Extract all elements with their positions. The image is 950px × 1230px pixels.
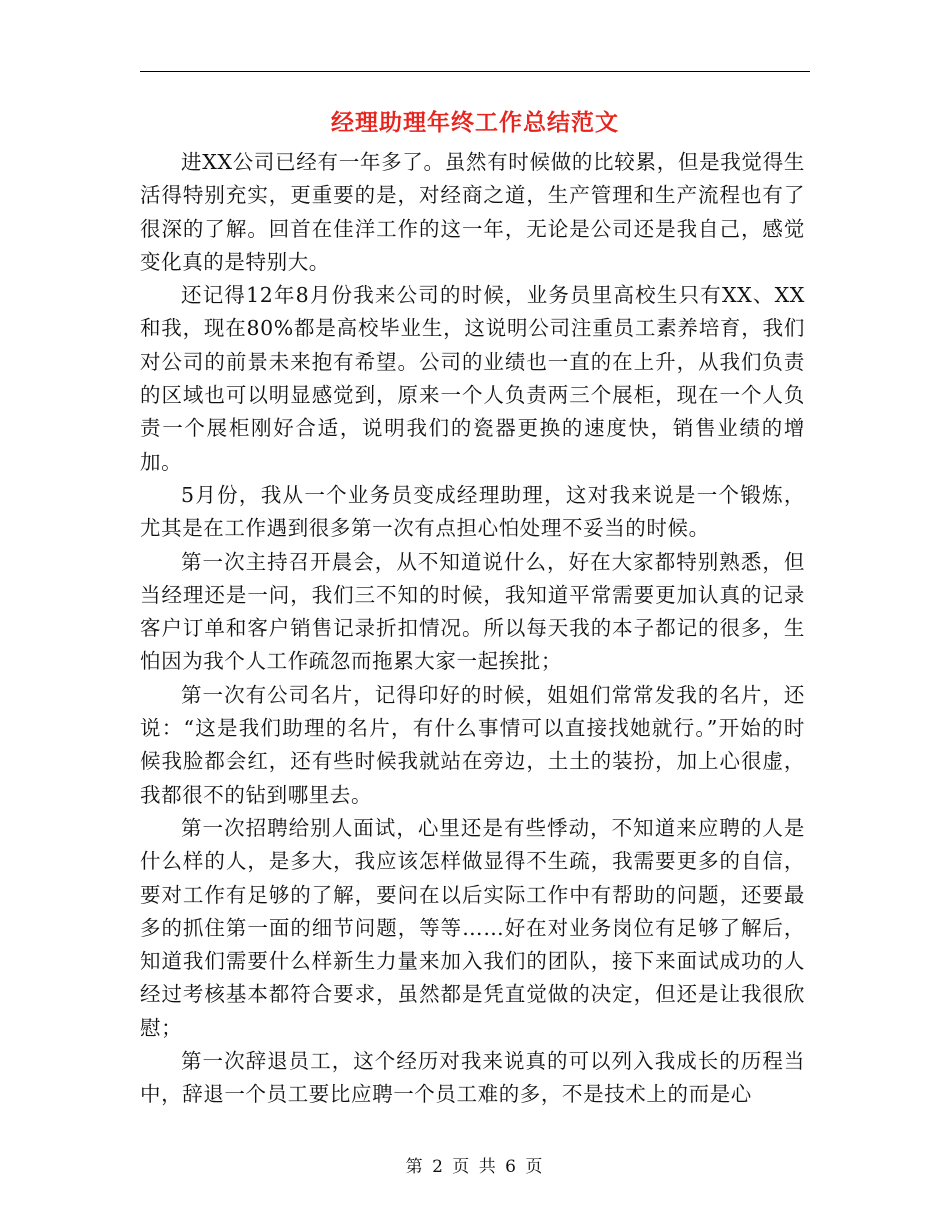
header-rule — [140, 71, 810, 72]
paragraph: 5月份，我从一个业务员变成经理助理，这对我来说是一个锻炼，尤其是在工作遇到很多第一次有点担心怕处理不妥当的时候。 — [140, 482, 805, 541]
paragraph: 进XX公司已经有一年多了。虽然有时候做的比较累，但是我觉得生活得特别充实，更重要的是，对经商之道，生产管理和生产流程也有了很深的了解。回首在佳洋工作的这一年，无论是公司还是我自己，感觉变化真的是特别大。 — [140, 150, 805, 274]
document-title: 经理助理年终工作总结范文 — [331, 109, 619, 136]
paragraph: 第一次主持召开晨会，从不知道说什么，好在大家都特别熟悉，但当经理还是一问，我们三不知的时候，我知道平常需要更加认真的记录客户订单和客户销售记录折扣情况。所以每天我的本子都记的很多，生怕因为我个人工作疏忽而拖累大家一起挨批； — [140, 549, 805, 674]
paragraph: 还记得12年8月份我来公司的时候，业务员里高校生只有XX、XX和我，现在80%都是高校毕业生，这说明公司注重员工素养培育，我们对公司的前景未来抱有希望。公司的业绩也一直的在上升，从我们负责的区域也可以明显感觉到，原来一个人负责两三个展柜，现在一个人负责一个展柜刚好合适，说明我们的瓷器更换的速度快，销售业绩的增加。 — [140, 283, 805, 474]
paragraph: 第一次招聘给别人面试，心里还是有些悸动，不知道来应聘的人是什么样的人，是多大，我应该怎样做显得不生疏，我需要更多的自信，要对工作有足够的了解，要问在以后实际工作中有帮助的问题，还要最多的抓住第一面的细节问题，等等……好在对业务岗位有足够了解后，知道我们需要什么样新生力量来加入我们的团队，接下来面试成功的人经过考核基本都符合要求，虽然都是凭直觉做的决定，但还是让我很欣慰； — [140, 815, 805, 1040]
paragraph: 第一次辞退员工，这个经历对我来说真的可以列入我成长的历程当中，辞退一个员工要比应聘一个员工难的多，不是技术上的而是心 — [140, 1049, 805, 1107]
page-number-footer: 第 2 页 共 6 页 — [405, 1157, 545, 1177]
paragraph: 第一次有公司名片，记得印好的时候，姐姐们常常发我的名片，还说：“这是我们助理的名片，有什么事情可以直接找她就行。”开始的时候我脸都会红，还有些时候我就站在旁边，土土的装扮，加上心很虚，我都很不的钻到哪里去。 — [140, 682, 805, 807]
document-body — [140, 146, 805, 1112]
